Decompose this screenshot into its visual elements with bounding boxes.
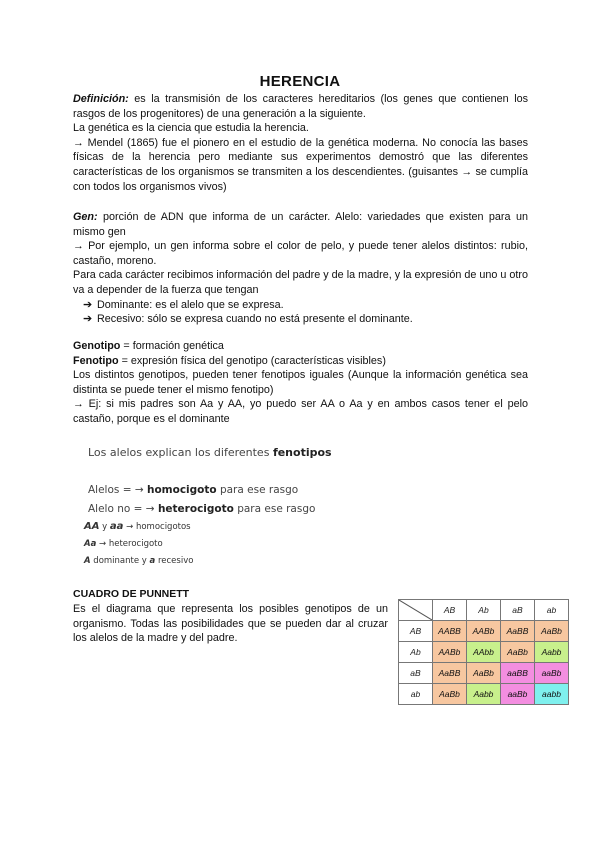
col-header: Ab: [467, 600, 501, 621]
mendel-paragraph: → Mendel (1865) fue el pionero en el estudio de la genética moderna. No conocía las bases físicas de la herencia pero mediante sus experimentos demostró que las diferentes características de los organismos se transmiten a los descendientes. (guisantes → se cumplía con todos los organismos vivos): [73, 136, 528, 193]
genotype-cell: AaBb: [535, 621, 569, 642]
punnett-row: [399, 663, 569, 684]
genotipo-text: = formación genética: [120, 340, 224, 352]
gen-example: → Por ejemplo, un gen informa sobre el color de pelo, y puede tener alelos distintos: rubio, castaño, moreno.: [73, 240, 528, 267]
genotype-cell: AABb: [467, 621, 501, 642]
genotype-cell: AABB: [433, 621, 467, 642]
genotipo-section: [73, 339, 528, 427]
genotype-cell: Aabb: [467, 684, 501, 705]
col-header: aB: [501, 600, 535, 621]
genotype-cell: Aabb: [535, 642, 569, 663]
punnett-row: [399, 642, 569, 663]
row-header: AB: [399, 621, 433, 642]
slide-small-dominante: A dominante y a recesivo: [84, 556, 194, 566]
genetics-line: La genética es la ciencia que estudia la herencia.: [73, 122, 309, 135]
fenotipo-text: = expresión física del genotipo (características visibles): [118, 354, 386, 367]
genotype-cell: aaBB: [501, 663, 535, 684]
gen-paragraph: Para cada carácter recibimos información del padre y de la madre, y la expresión de uno u otro va a depender de la fuerza que tengan: [73, 269, 528, 296]
genotype-cell: AABb: [433, 642, 467, 663]
punnett-square: [398, 599, 569, 705]
page-title: HERENCIA: [259, 73, 341, 90]
arrow-icon: ➔: [83, 313, 93, 326]
slide-fenotipos-line: Los alelos explican los diferentes fenotipos: [88, 446, 332, 459]
fenotipo-label: Fenotipo: [73, 354, 119, 367]
genotype-cell: AaBB: [501, 621, 535, 642]
slide-homocigoto-line: Alelos = → homocigoto para ese rasgo: [88, 484, 299, 496]
bullet-dominante: ➔ Dominante: es el alelo que se expresa.: [83, 298, 284, 311]
definition-section: [73, 92, 528, 194]
genotipo-paragraph: Los distintos genotipos, pueden tener fenotipos iguales (Aunque la información genética sea distinta se puede tener el mismo fenotipo): [73, 369, 528, 396]
genotype-cell: AaBB: [433, 663, 467, 684]
genotype-cell: AAbb: [467, 642, 501, 663]
bullet-recesivo: ➔ Recesivo: sólo se expresa cuando no está presente el dominante.: [83, 313, 413, 326]
genotipo-example: → Ej: si mis padres son Aa y AA, yo puedo ser AA o Aa y en ambos casos tener el pelo castaño, porque es el dominante: [73, 398, 528, 425]
row-header: Ab: [399, 642, 433, 663]
genotype-cell: AaBb: [467, 663, 501, 684]
genotype-cell: aabb: [535, 684, 569, 705]
slide-small-homocigotos: AA y aa → homocigotos: [84, 521, 191, 532]
definition-label: Definición:: [73, 93, 129, 105]
genotipo-label: Genotipo: [73, 340, 121, 352]
diagonal-line: [399, 600, 432, 620]
gen-section: [73, 210, 528, 327]
gen-text: porción de ADN que informa de un carácter. Alelo: variedades que existen para un mismo gen: [73, 211, 528, 238]
genotype-cell: aaBb: [535, 663, 569, 684]
arrow-icon: ➔: [83, 298, 93, 311]
gen-label: Gen:: [73, 211, 98, 223]
genotype-cell: AaBb: [433, 684, 467, 705]
slide-heterocigoto-line: Alelo no = → heterocigoto para ese rasgo: [88, 503, 316, 515]
punnett-description: Es el diagrama que representa los posibles genotipos de un organismo. Todas las posibilidades que se pueden dar al cruzar los alelos de la madre y del padre.: [73, 603, 388, 644]
genotype-cell: aaBb: [501, 684, 535, 705]
punnett-row: [399, 684, 569, 705]
col-header: AB: [433, 600, 467, 621]
col-header: ab: [535, 600, 569, 621]
punnett-corner: [399, 600, 433, 621]
definition-text: es la transmisión de los caracteres hereditarios (los genes que contienen los rasgos de los progenitores) de una generación a la siguiente.: [73, 93, 528, 120]
row-header: ab: [399, 684, 433, 705]
genotype-cell: AaBb: [501, 642, 535, 663]
slide-small-heterocigoto: Aa → heterocigoto: [84, 539, 163, 549]
punnett-title: CUADRO DE PUNNETT: [73, 588, 190, 600]
punnett-row: [399, 621, 569, 642]
row-header: aB: [399, 663, 433, 684]
